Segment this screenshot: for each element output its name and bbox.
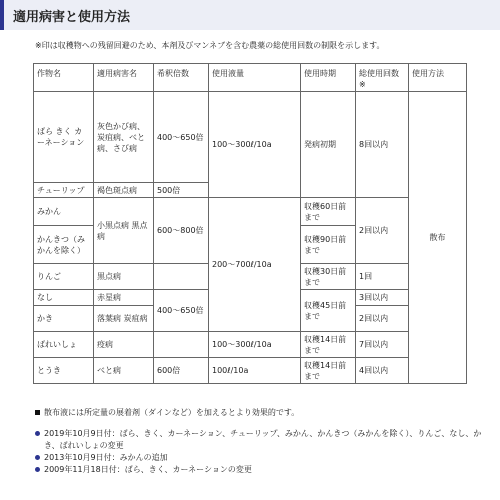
header-disease: 適用病害名	[94, 64, 154, 92]
cell-dilution	[154, 264, 209, 290]
cell-dilution: 500倍	[154, 183, 209, 198]
table-row	[34, 92, 467, 183]
cell-timing: 収穫90日前まで	[301, 226, 356, 264]
cell-crop: かんきつ（みかんを除く）	[34, 226, 94, 264]
cell-volume: 100～300ℓ/10a	[209, 332, 301, 358]
cell-crop: ばれいしょ	[34, 332, 94, 358]
notes-section	[35, 407, 485, 476]
cell-timing: 収穫14日前まで	[301, 358, 356, 384]
cell-disease: 灰色かび病、炭疽病、べと病、さび病	[94, 92, 154, 183]
change-item-text: 2019年10月9日付：ばら、きく、カーネーション、チューリップ、みかん、かんきつ（みかんを除く）、りんご、なし、かき、ばれいしょの変更	[44, 429, 482, 450]
cell-disease: 褐色斑点病	[94, 183, 154, 198]
table-header-row	[34, 64, 467, 92]
cell-crop: とうき	[34, 358, 94, 384]
section-header	[0, 0, 500, 30]
section-title: 適用病害と使用方法	[13, 10, 131, 25]
cell-disease: 赤星病	[94, 290, 154, 306]
cell-crop: みかん	[34, 198, 94, 226]
bullet-dot-icon	[35, 455, 40, 460]
cell-disease: 小黒点病 黒点病	[94, 198, 154, 264]
cell-dilution: 400～650倍	[154, 290, 209, 332]
application-table	[33, 63, 467, 384]
cell-volume: 100ℓ/10a	[209, 358, 301, 384]
cell-timing: 発病初期	[301, 92, 356, 198]
change-item-text: 2013年10月9日付：みかんの追加	[44, 453, 168, 462]
cell-timing: 収穫45日前まで	[301, 290, 356, 332]
cell-timing: 収穫30日前まで	[301, 264, 356, 290]
cell-disease: 落葉病 炭疽病	[94, 306, 154, 332]
cell-count: 8回以内	[356, 92, 409, 198]
cell-count: 2回以内	[356, 306, 409, 332]
change-item	[35, 452, 485, 464]
cell-count: 7回以内	[356, 332, 409, 358]
header-timing: 使用時期	[301, 64, 356, 92]
cell-disease: 疫病	[94, 332, 154, 358]
header-crop: 作物名	[34, 64, 94, 92]
header-dilution: 希釈倍数	[154, 64, 209, 92]
bullet-dot-icon	[35, 467, 40, 472]
cell-dilution: 400～650倍	[154, 92, 209, 183]
cell-crop: チューリップ	[34, 183, 94, 198]
cell-crop: りんご	[34, 264, 94, 290]
table-row	[34, 358, 467, 384]
header-volume: 使用液量	[209, 64, 301, 92]
cell-disease: べと病	[94, 358, 154, 384]
cell-dilution: 600倍	[154, 358, 209, 384]
cell-method: 散布	[409, 92, 467, 384]
bullet-dot-icon	[35, 431, 40, 436]
cell-timing: 収穫60日前まで	[301, 198, 356, 226]
usage-limit-note: ※印は収穫物への残留回避のため、本剤及びマンネブを含む農薬の総使用回数の制限を示します。	[35, 41, 385, 50]
cell-volume: 100～300ℓ/10a	[209, 92, 301, 198]
cell-count: 3回以内	[356, 290, 409, 306]
table-row	[34, 332, 467, 358]
cell-dilution	[154, 332, 209, 358]
cell-dilution: 600～800倍	[154, 198, 209, 264]
header-method: 使用方法	[409, 64, 467, 92]
cell-crop: かき	[34, 306, 94, 332]
header-count: 総使用回数※	[356, 64, 409, 92]
spreader-note	[35, 407, 485, 419]
cell-timing: 収穫14日前まで	[301, 332, 356, 358]
cell-count: 2回以内	[356, 198, 409, 264]
change-item-text: 2009年11月18日付：ばら、きく、カーネーションの変更	[44, 465, 252, 474]
cell-crop: なし	[34, 290, 94, 306]
cell-count: 4回以内	[356, 358, 409, 384]
spreader-note-text: 散布液には所定量の展着剤（ダインなど）を加えるとより効果的です。	[44, 408, 300, 417]
cell-disease: 黒点病	[94, 264, 154, 290]
square-bullet-icon	[35, 410, 40, 415]
cell-crop: ばら きく カーネーション	[34, 92, 94, 183]
table-row	[34, 198, 467, 226]
change-item	[35, 464, 485, 476]
change-item	[35, 428, 485, 452]
cell-count: 1回	[356, 264, 409, 290]
cell-volume: 200～700ℓ/10a	[209, 198, 301, 332]
